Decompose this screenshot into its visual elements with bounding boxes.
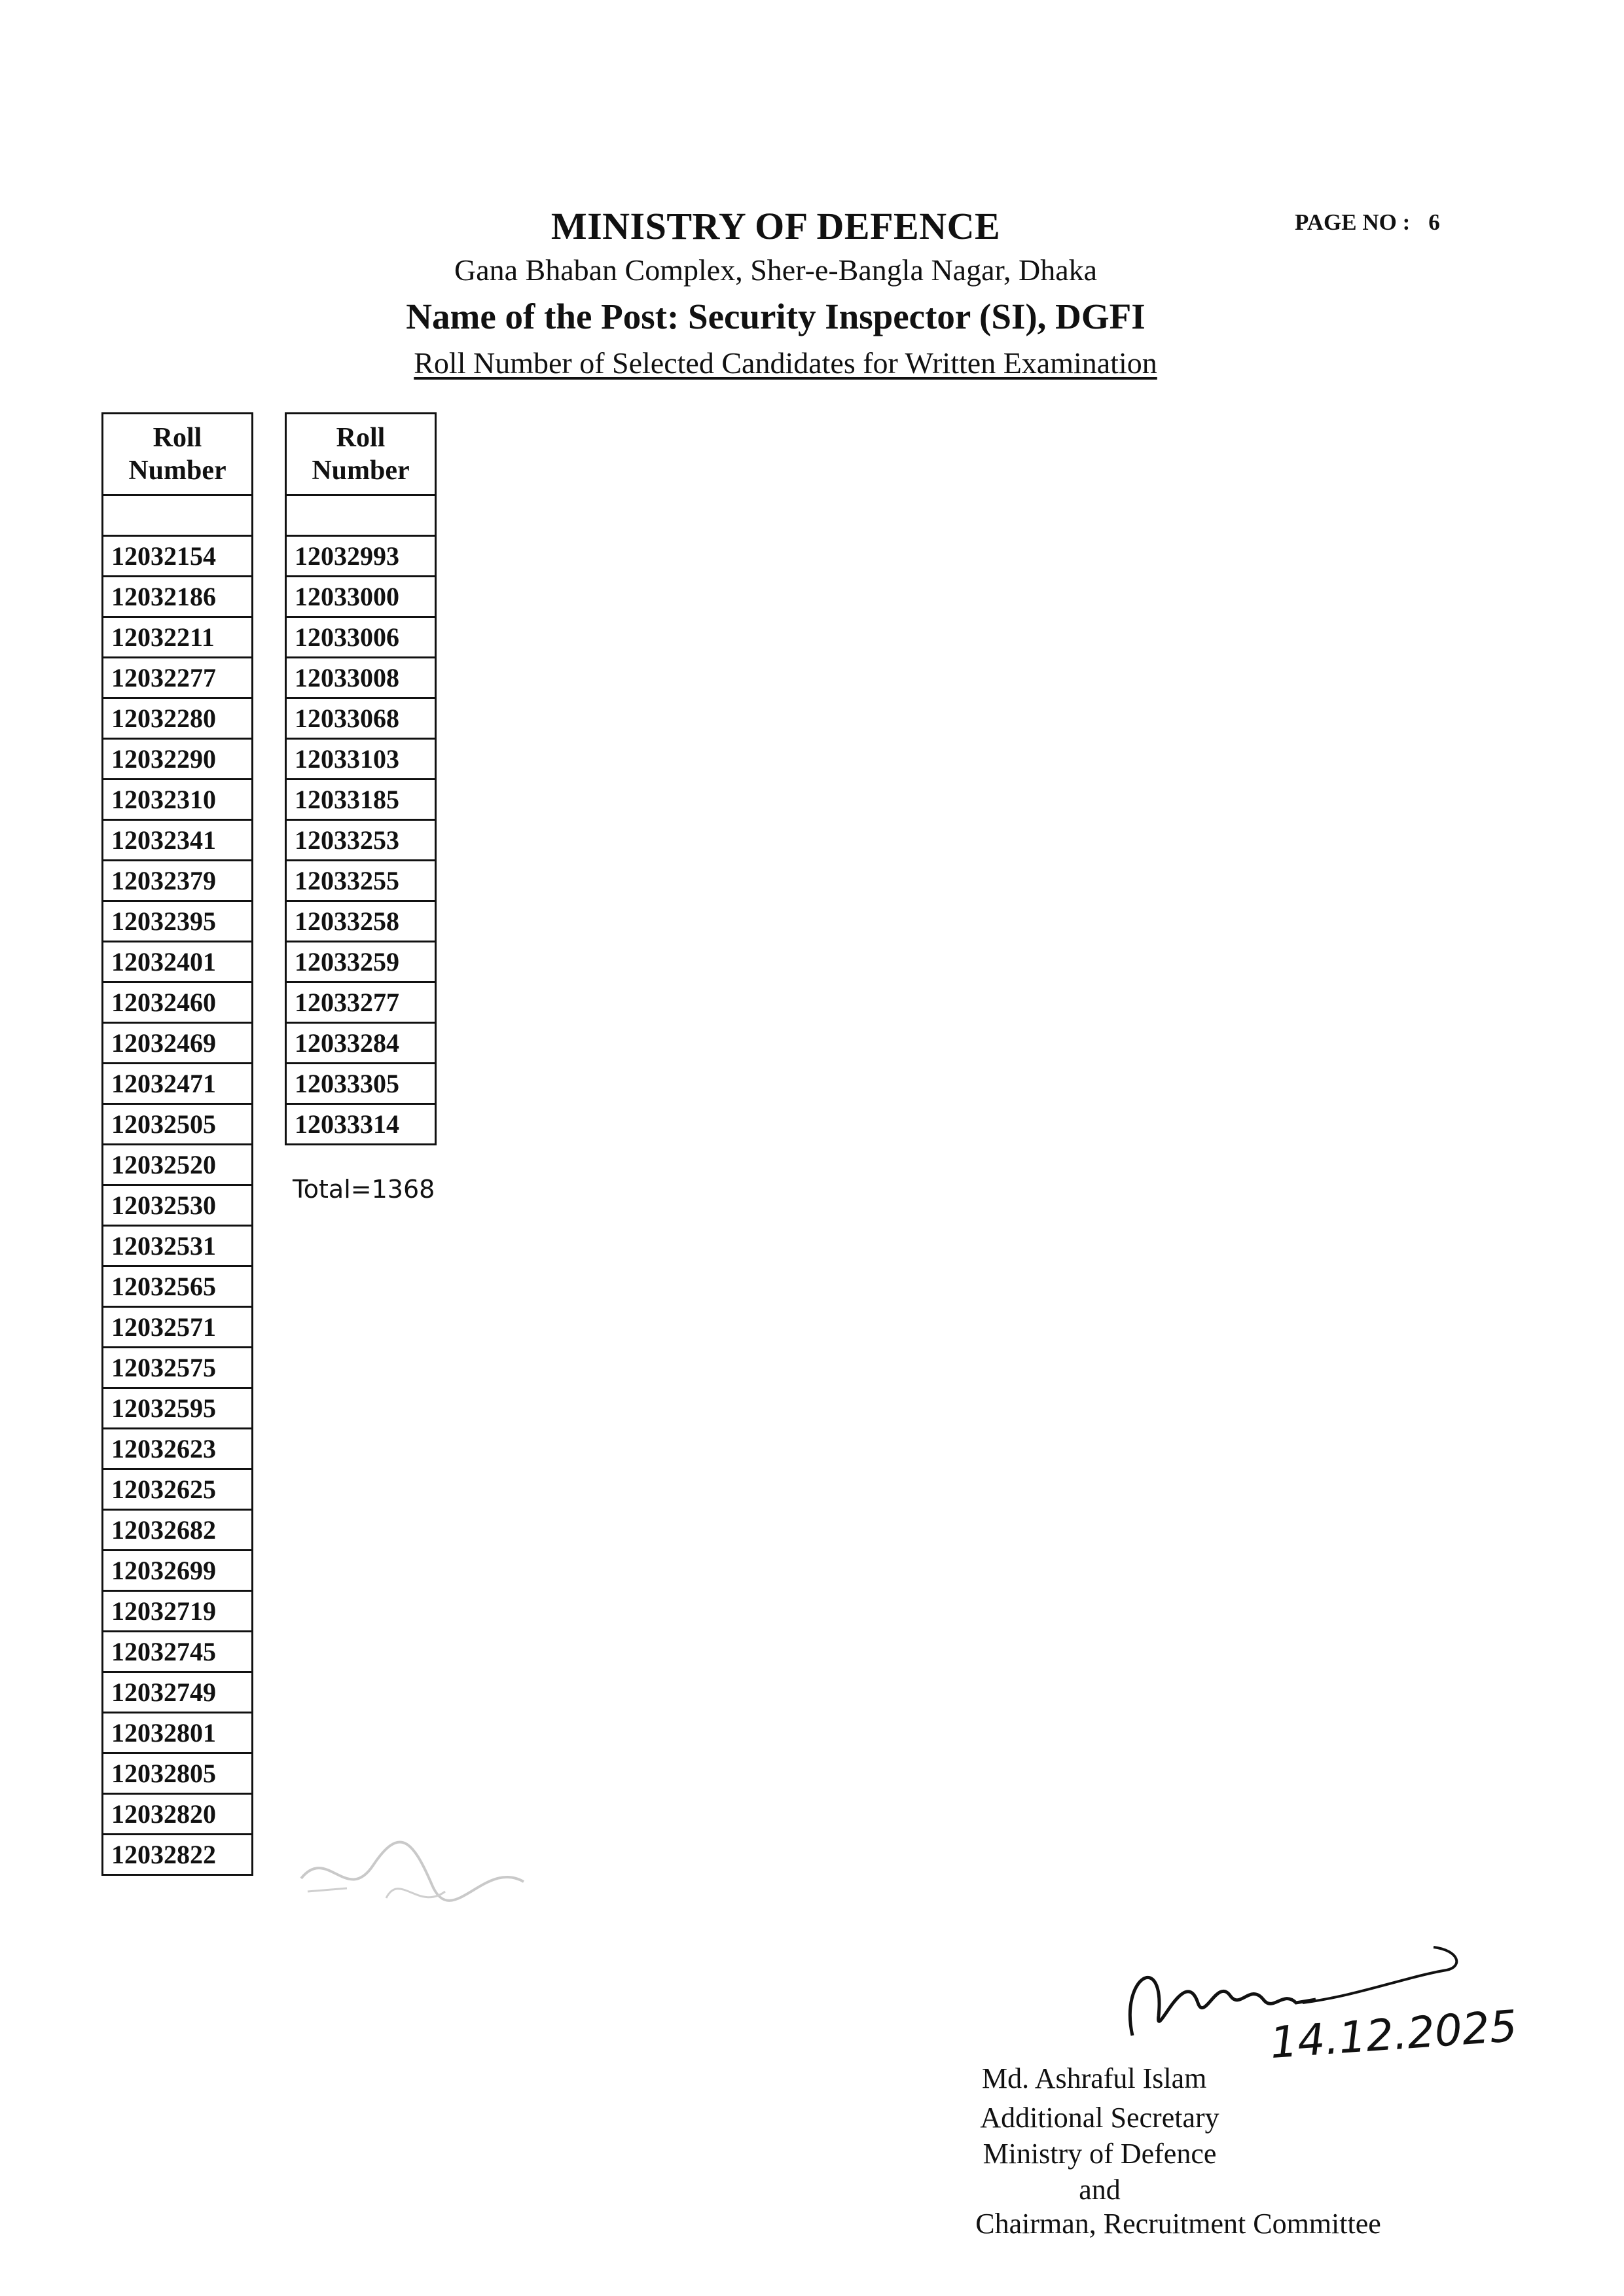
table-row (103, 658, 253, 698)
table-row (103, 739, 253, 780)
table-row (103, 1632, 253, 1672)
roll-number-cell: 12033258 (286, 901, 436, 942)
table-row (103, 1104, 253, 1145)
table-row (103, 1307, 253, 1348)
column-header-line2: Number (312, 456, 410, 486)
table-row (103, 1835, 253, 1875)
roll-number-cell: 12032565 (103, 1266, 253, 1307)
table-row (103, 536, 253, 577)
roll-number-cell: 12032531 (103, 1226, 253, 1266)
handwritten-date: 14.12.2025 (1268, 2000, 1519, 2069)
signatory-title: Additional Secretary (980, 2102, 1219, 2134)
roll-number-cell: 12033008 (286, 658, 436, 698)
roll-number-cell: 12033068 (286, 698, 436, 739)
ministry-address: Gana Bhaban Complex, Sher-e-Bangla Nagar, Dhaka (454, 253, 1098, 287)
table-row (103, 1226, 253, 1266)
roll-number-cell: 12033277 (286, 982, 436, 1023)
roll-number-cell: 12032395 (103, 901, 253, 942)
table-row (103, 1348, 253, 1388)
roll-number-cell: 12032530 (103, 1185, 253, 1226)
roll-number-cell: 12033253 (286, 820, 436, 861)
roll-number-cell: 12032290 (103, 739, 253, 780)
roll-number-cell: 12032682 (103, 1510, 253, 1551)
roll-number-cell: 12032993 (286, 536, 436, 577)
roll-number-cell: 12033255 (286, 861, 436, 901)
table-row (103, 1753, 253, 1794)
table-row (103, 1551, 253, 1591)
roll-table-column-1 (101, 412, 253, 1876)
table-row (286, 617, 436, 658)
table-row (286, 820, 436, 861)
signatory-role: Chairman, Recruitment Committee (975, 2208, 1381, 2240)
column-header-line1: Roll (153, 423, 202, 453)
roll-number-cell: 12033000 (286, 577, 436, 617)
signatory-conjunction: and (1079, 2174, 1121, 2206)
table-row (286, 658, 436, 698)
initials-scrawl (288, 1820, 537, 1918)
roll-number-cell: 12033185 (286, 780, 436, 820)
table-row (103, 1064, 253, 1104)
table-row (103, 1388, 253, 1429)
column-header-line1: Roll (336, 423, 386, 453)
table-row (103, 1266, 253, 1307)
roll-number-cell: 12032745 (103, 1632, 253, 1672)
total-count: Total=1368 (293, 1175, 435, 1204)
table-row (286, 1104, 436, 1145)
roll-number-cell: 12032469 (103, 1023, 253, 1064)
post-title: Name of the Post: Security Inspector (SI), DGFI (406, 296, 1146, 336)
table-row (103, 982, 253, 1023)
roll-number-cell: 12032520 (103, 1145, 253, 1185)
roll-number-cell: 12032154 (103, 536, 253, 577)
table-row (103, 1145, 253, 1185)
roll-number-cell: 12032211 (103, 617, 253, 658)
table-row (103, 1469, 253, 1510)
table-row (286, 698, 436, 739)
roll-number-cell: 12032341 (103, 820, 253, 861)
roll-number-cell: 12032820 (103, 1794, 253, 1835)
table-row (103, 780, 253, 820)
document-subtitle: Roll Number of Selected Candidates for Written Examination (414, 346, 1157, 380)
roll-number-cell: 12032186 (103, 577, 253, 617)
table-row (286, 1023, 436, 1064)
table-row (103, 1185, 253, 1226)
page-number-value: 6 (1428, 209, 1440, 235)
roll-number-cell: 12032805 (103, 1753, 253, 1794)
table-row (286, 901, 436, 942)
table-row (103, 820, 253, 861)
table-row (103, 1023, 253, 1064)
roll-number-cell: 12033305 (286, 1064, 436, 1104)
table-row (103, 1713, 253, 1753)
table-row (286, 1064, 436, 1104)
table-row (103, 698, 253, 739)
table-row (286, 942, 436, 982)
roll-number-cell: 12032801 (103, 1713, 253, 1753)
roll-number-cell: 12032625 (103, 1469, 253, 1510)
table-row (103, 1591, 253, 1632)
roll-number-cell: 12033259 (286, 942, 436, 982)
roll-number-cell: 12033314 (286, 1104, 436, 1145)
table-row (103, 1510, 253, 1551)
table-row (103, 1794, 253, 1835)
table-row (286, 536, 436, 577)
table-row (286, 577, 436, 617)
roll-number-cell: 12032595 (103, 1388, 253, 1429)
roll-number-cell: 12032749 (103, 1672, 253, 1713)
roll-number-cell: 12032401 (103, 942, 253, 982)
roll-number-cell: 12032505 (103, 1104, 253, 1145)
column-header (103, 414, 253, 495)
table-row (103, 617, 253, 658)
table-row (286, 780, 436, 820)
roll-number-cell: 12032699 (103, 1551, 253, 1591)
table-row (103, 901, 253, 942)
roll-number-cell: 12033006 (286, 617, 436, 658)
table-row (103, 577, 253, 617)
table-row (286, 739, 436, 780)
roll-table-column-2 (285, 412, 437, 1145)
table-row (286, 982, 436, 1023)
roll-number-cell: 12032471 (103, 1064, 253, 1104)
roll-number-cell: 12032571 (103, 1307, 253, 1348)
roll-number-cell: 12032575 (103, 1348, 253, 1388)
roll-number-cell: 12032310 (103, 780, 253, 820)
page-number-label: PAGE NO : (1295, 209, 1411, 235)
table-row (286, 861, 436, 901)
roll-number-cell: 12032379 (103, 861, 253, 901)
roll-number-cell: 12032719 (103, 1591, 253, 1632)
table-row (103, 1429, 253, 1469)
table-row (103, 942, 253, 982)
column-header-line2: Number (128, 456, 226, 486)
page-number (1295, 209, 1440, 236)
signatory-department: Ministry of Defence (983, 2138, 1217, 2170)
column-header (286, 414, 436, 495)
roll-number-cell: 12032280 (103, 698, 253, 739)
roll-number-cell: 12032623 (103, 1429, 253, 1469)
roll-number-cell: 12033103 (286, 739, 436, 780)
table-row (103, 861, 253, 901)
table-row (103, 1672, 253, 1713)
roll-number-cell: 12033284 (286, 1023, 436, 1064)
roll-number-cell: 12032277 (103, 658, 253, 698)
ministry-heading: MINISTRY OF DEFENCE (550, 205, 1001, 247)
signatory-name: Md. Ashraful Islam (982, 2062, 1207, 2094)
roll-number-cell: 12032822 (103, 1835, 253, 1875)
roll-number-cell: 12032460 (103, 982, 253, 1023)
